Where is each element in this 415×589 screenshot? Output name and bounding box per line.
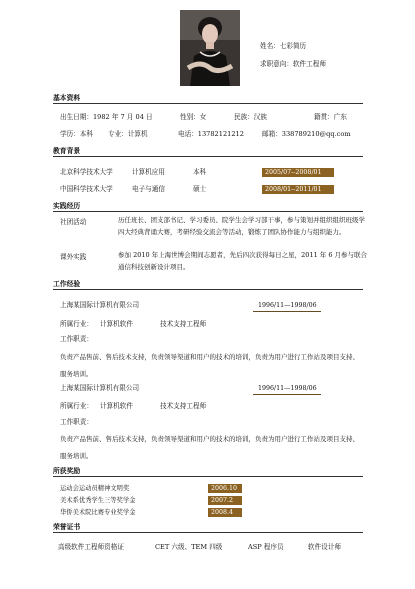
practice-text: 历任班长、团支部书记、学习委员、院学生会学习部干事，参与策划并组织组织班级学四大经典背诵大赛，考研经验交流会等活动，锻炼了团队协作能力与组织能力。 bbox=[118, 216, 365, 236]
practice-label: 社团活动 bbox=[60, 218, 87, 226]
email[interactable]: 邮箱：338789210@qq.com bbox=[262, 130, 351, 138]
award-year: 2006.10 bbox=[208, 484, 242, 493]
certificate-item: 高级软件工程师资格证 bbox=[58, 543, 124, 551]
resume-name: 姓名：七彩简历 bbox=[260, 42, 307, 50]
period-underline bbox=[253, 311, 321, 312]
award-year: 2007.2 bbox=[208, 496, 242, 505]
birth-date: 出生日期：1982 年 7 月 04 日 bbox=[60, 113, 153, 121]
work-period: 1996/11—1998/06 bbox=[258, 385, 317, 392]
job-objective: 求职意向：软件工程师 bbox=[260, 60, 326, 68]
work-industry-label: 所属行业： bbox=[60, 402, 93, 410]
portrait-image bbox=[180, 10, 240, 86]
section-title-awards: 所获奖励 bbox=[53, 467, 81, 475]
practice-label: 课外实践 bbox=[60, 253, 87, 261]
section-title-education: 教育背景 bbox=[53, 147, 81, 155]
work-industry: 计算机软件 bbox=[100, 402, 133, 410]
edu-school: 北京科学技术大学 bbox=[60, 168, 113, 176]
certificate-item: 软件设计师 bbox=[308, 543, 341, 551]
edu-degree: 硕士 bbox=[193, 185, 207, 193]
work-position: 技术支持工程师 bbox=[160, 402, 207, 410]
work-industry: 计算机软件 bbox=[100, 320, 133, 328]
edu-period: 2005/07--2008/01 bbox=[262, 168, 334, 177]
section-title-certificates: 荣誉证书 bbox=[53, 523, 81, 531]
section-divider bbox=[53, 289, 363, 290]
work-duties-label: 工作职责： bbox=[60, 418, 93, 426]
work-duties: 负责产品售前、售后技术支持，负责领导渠道和用户的技术的培训，负责为用户进行工作站及项目支持、服务培训。 bbox=[60, 353, 359, 378]
ethnicity: 民族：汉族 bbox=[234, 113, 267, 121]
edu-major: 电子与通信 bbox=[132, 185, 165, 193]
section-divider bbox=[53, 156, 363, 157]
edu-major: 计算机应用 bbox=[132, 168, 165, 176]
edu-degree: 本科 bbox=[193, 168, 207, 176]
work-company: 上海某国际计算机有限公司 bbox=[60, 301, 140, 309]
hometown: 籍贯：广东 bbox=[314, 113, 347, 121]
section-title-practice: 实践经历 bbox=[53, 202, 81, 210]
practice-text: 参加 2010 年上海世博会期间志愿者，先后四次获得每日之星，2011 年 6 月参与联合通信科技创新设计项目。 bbox=[118, 251, 368, 271]
period-underline bbox=[253, 394, 321, 395]
profile-photo bbox=[180, 10, 240, 86]
gender: 性别：女 bbox=[180, 113, 207, 121]
edu-period: 2008/01--2011/01 bbox=[262, 185, 334, 194]
work-duties-label: 工作职责： bbox=[60, 335, 93, 343]
section-divider bbox=[53, 476, 363, 477]
education-level: 学历：本科 bbox=[60, 130, 93, 138]
section-divider bbox=[53, 532, 363, 533]
work-duties: 负责产品售前、售后技术支持，负责领导渠道和用户的技术的培训，负责为用户进行工作站及项目支持、服务培训。 bbox=[60, 435, 359, 460]
award-name: 运动会运动员精神文明奖 bbox=[60, 485, 130, 492]
work-industry-label: 所属行业： bbox=[60, 320, 93, 328]
award-year: 2008.4 bbox=[208, 508, 242, 517]
work-position: 技术支持工程师 bbox=[160, 320, 207, 328]
certificate-item: ASP 程序员 bbox=[248, 543, 284, 551]
section-title-basic: 基本资料 bbox=[53, 94, 81, 102]
edu-school: 中国科学技术大学 bbox=[60, 185, 113, 193]
section-divider bbox=[53, 103, 363, 104]
phone: 电话：13782121212 bbox=[178, 130, 244, 138]
award-name: 美术系优秀学生三等奖学金 bbox=[60, 497, 136, 504]
work-period: 1996/11—1998/06 bbox=[258, 302, 317, 309]
major: 专业：计算机 bbox=[108, 130, 148, 138]
section-title-work: 工作经验 bbox=[53, 280, 81, 288]
certificate-item: CET 六级、TEM 四级 bbox=[155, 543, 223, 551]
award-name: 华侨美术院比赛专业奖学金 bbox=[60, 509, 136, 516]
work-company: 上海某国际计算机有限公司 bbox=[60, 384, 140, 392]
section-divider bbox=[53, 211, 363, 212]
